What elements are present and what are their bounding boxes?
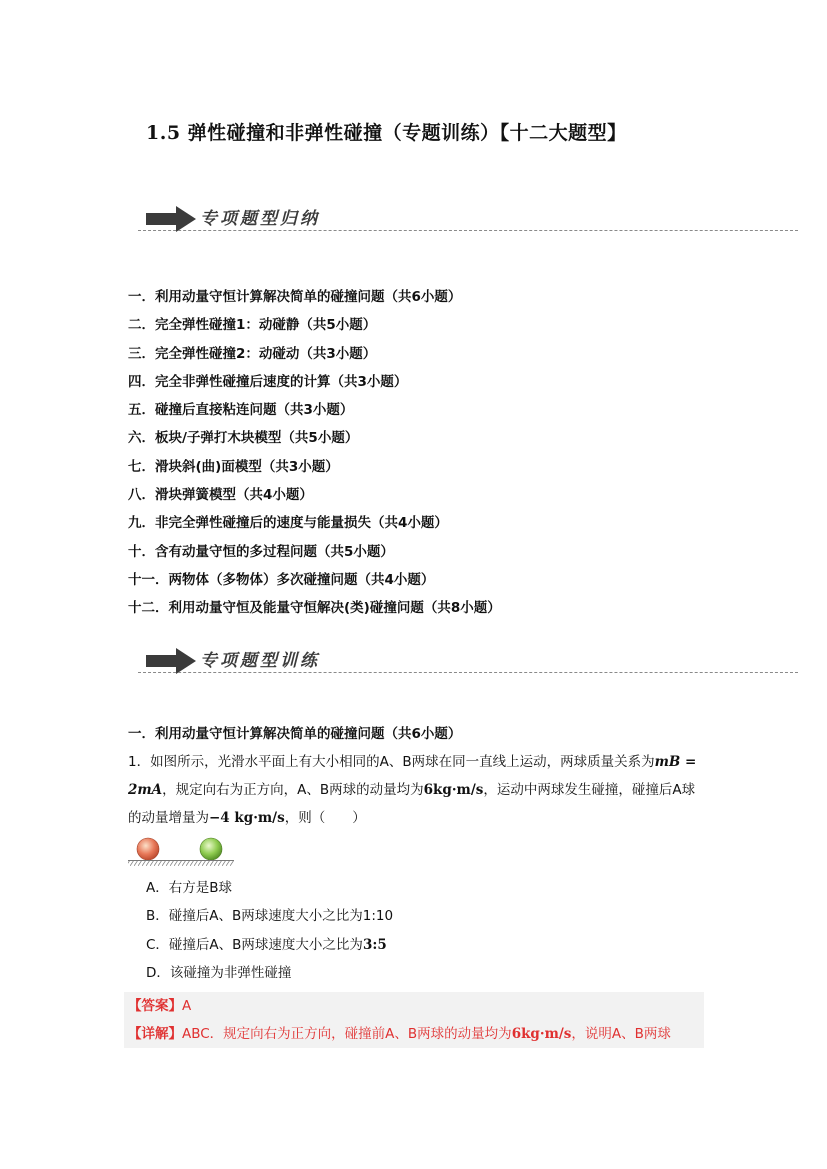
detail-text: ，说明A、B两球 xyxy=(571,1026,671,1042)
question-text: ，运动中两球发生碰撞，碰撞后A球的动量增量为 xyxy=(128,782,696,826)
ball-b xyxy=(200,838,222,860)
question-stem xyxy=(128,748,708,832)
topic-item: 十一．两物体（多物体）多次碰撞问题（共4小题） xyxy=(128,571,435,588)
mass-relation: mB = 2mA xyxy=(128,754,697,798)
question-text: ，则（ ） xyxy=(284,810,366,826)
section-banner-training xyxy=(138,640,798,680)
option-a: A．右方是B球 xyxy=(146,880,232,896)
detail-text: ABC．规定向右为正方向，碰撞前A、B两球的动量均为 xyxy=(182,1026,512,1042)
ball-a xyxy=(137,838,159,860)
option-b: B．碰撞后A、B两球速度大小之比为1:10 xyxy=(146,908,394,925)
topic-item: 六．板块/子弹打木块模型（共5小题） xyxy=(128,430,359,447)
page-title: 1.5 弹性碰撞和非弹性碰撞（专题训练）【十二大题型】 xyxy=(146,122,627,144)
topic-item: 七．滑块斜(曲)面模型（共3小题） xyxy=(128,458,339,475)
section-heading: 一．利用动量守恒计算解决简单的碰撞问题（共6小题） xyxy=(128,726,462,742)
answer-value: A xyxy=(182,998,192,1014)
section-banner-summary xyxy=(138,198,798,238)
answer-label: 【答案】 xyxy=(128,998,182,1014)
answer-panel xyxy=(124,992,704,1048)
question-text: ，规定向右为正方向，A、B两球的动量均为 xyxy=(162,782,424,798)
detail-momentum: 6kg·m/s xyxy=(511,1026,572,1042)
option-c-ratio: 3:5 xyxy=(362,936,387,953)
topic-list xyxy=(128,287,768,627)
topic-item: 八．滑块弹簧模型（共4小题） xyxy=(128,487,313,504)
topic-item: 九．非完全弹性碰撞后的速度与能量损失（共4小题） xyxy=(128,515,448,532)
topic-item: 三．完全弹性碰撞2：动碰动（共3小题） xyxy=(128,345,377,362)
momentum-value: 6kg·m/s xyxy=(423,782,484,798)
answer-options xyxy=(146,878,393,991)
topic-item: 五．碰撞后直接粘连问题（共3小题） xyxy=(128,402,354,419)
topic-item: 一．利用动量守恒计算解决简单的碰撞问题（共6小题） xyxy=(128,289,462,305)
banner-title: 专项题型训练 xyxy=(200,651,320,671)
banner-title: 专项题型归纳 xyxy=(200,209,320,229)
topic-item: 二．完全弹性碰撞1：动碰静（共5小题） xyxy=(128,317,377,334)
right-arrow-icon xyxy=(146,648,196,674)
dashed-divider xyxy=(138,230,798,231)
detail-line xyxy=(128,1022,671,1042)
momentum-change: −4 kg·m/s xyxy=(209,810,285,826)
topic-item: 十．含有动量守恒的多过程问题（共5小题） xyxy=(128,543,394,560)
right-arrow-icon xyxy=(146,206,196,232)
topic-item: 四．完全非弹性碰撞后速度的计算（共3小题） xyxy=(128,373,408,390)
detail-label: 【详解】 xyxy=(128,1026,182,1042)
dashed-divider xyxy=(138,672,798,673)
answer-line xyxy=(128,994,191,1014)
topic-item: 十二．利用动量守恒及能量守恒解决(类)碰撞问题（共8小题） xyxy=(128,600,501,617)
ground-hatch xyxy=(128,861,234,866)
two-balls-figure xyxy=(126,836,236,868)
option-c-text: C．碰撞后A、B两球速度大小之比为 xyxy=(146,936,363,953)
option-c xyxy=(146,935,393,963)
option-d: D．该碰撞为非弹性碰撞 xyxy=(146,964,292,981)
question-text: 1．如图所示，光滑水平面上有大小相同的A、B两球在同一直线上运动，两球质量关系为 xyxy=(128,754,655,770)
